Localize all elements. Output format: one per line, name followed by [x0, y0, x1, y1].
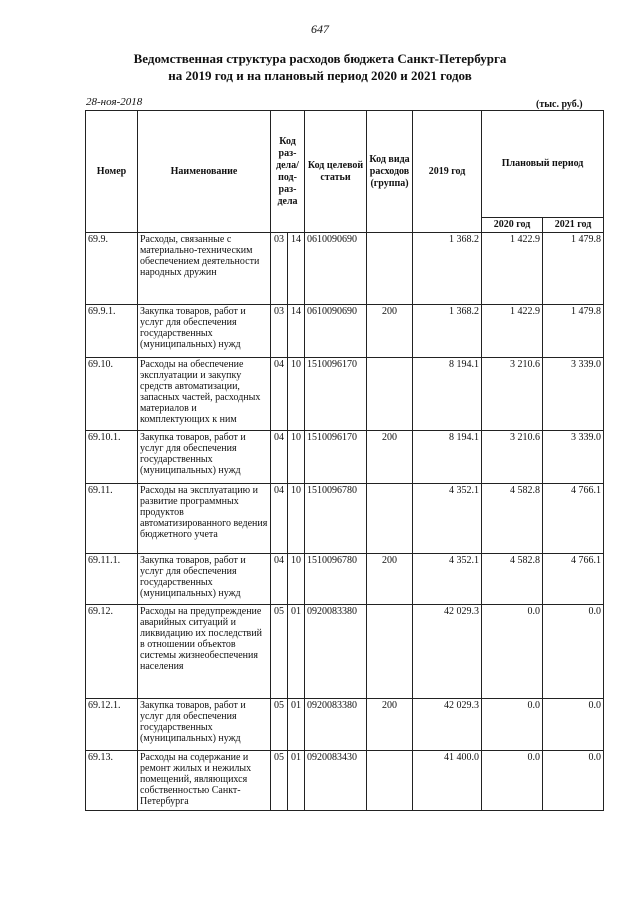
- row-section: 04: [271, 431, 288, 484]
- row-target-code: 1510096170: [305, 431, 367, 484]
- row-2019: 8 194.1: [413, 358, 482, 431]
- title-line-1: Ведомственная структура расходов бюджета Санкт-Петербурга: [133, 51, 507, 66]
- row-section: 05: [271, 605, 288, 699]
- row-section: 05: [271, 699, 288, 751]
- row-expense-code: 200: [367, 554, 413, 605]
- header-2020: 2020 год: [482, 218, 543, 233]
- table-row: [86, 358, 604, 431]
- row-subsection: 10: [288, 358, 305, 431]
- row-expense-code: [367, 484, 413, 554]
- row-subsection: 14: [288, 233, 305, 305]
- header-number: Номер: [86, 111, 138, 233]
- row-2020: 3 210.6: [482, 431, 543, 484]
- row-number: 69.11.1.: [86, 554, 138, 605]
- row-name: Расходы на эксплуатацию и развитие программных продуктов автоматизированного ведения бюджетного учета: [138, 484, 271, 554]
- header-planned: Плановый период: [482, 111, 604, 218]
- row-expense-code: [367, 358, 413, 431]
- row-2020: 1 422.9: [482, 305, 543, 358]
- row-number: 69.11.: [86, 484, 138, 554]
- row-name: Закупка товаров, работ и услуг для обеспечения государственных (муниципальных) нужд: [138, 431, 271, 484]
- table-row: [86, 605, 604, 699]
- row-section: 04: [271, 554, 288, 605]
- title-line-2: на 2019 год и на плановый период 2020 и 2021 годов: [168, 68, 472, 83]
- header-section: Код раз-дела/ под-раз-дела: [271, 111, 305, 233]
- row-name: Расходы на содержание и ремонт жилых и нежилых помещений, являющихся собственностью Санкт-Петербурга: [138, 751, 271, 811]
- row-target-code: 1510096780: [305, 484, 367, 554]
- table-row: [86, 751, 604, 811]
- row-section: 05: [271, 751, 288, 811]
- header-2019: 2019 год: [413, 111, 482, 233]
- row-2021: 0.0: [543, 699, 604, 751]
- row-target-code: 0610090690: [305, 233, 367, 305]
- row-2019: 8 194.1: [413, 431, 482, 484]
- row-subsection: 01: [288, 751, 305, 811]
- row-section: 04: [271, 484, 288, 554]
- row-2021: 3 339.0: [543, 358, 604, 431]
- document-date: 28-ноя-2018: [86, 96, 143, 108]
- row-section: 03: [271, 233, 288, 305]
- row-number: 69.12.1.: [86, 699, 138, 751]
- row-name: Расходы на предупреждение аварийных ситуаций и ликвидацию их последствий в отношении объектов системы жизнеобеспечения населения: [138, 605, 271, 699]
- row-name: Расходы на обеспечение эксплуатации и закупку средств автоматизации, запасных частей, расходных материалов и комплектующих к ним: [138, 358, 271, 431]
- row-2019: 4 352.1: [413, 484, 482, 554]
- row-2019: 1 368.2: [413, 233, 482, 305]
- row-number: 69.9.1.: [86, 305, 138, 358]
- row-2021: 0.0: [543, 751, 604, 811]
- row-subsection: 10: [288, 554, 305, 605]
- row-2019: 41 400.0: [413, 751, 482, 811]
- row-subsection: 01: [288, 699, 305, 751]
- row-2020: 1 422.9: [482, 233, 543, 305]
- row-name: Закупка товаров, работ и услуг для обеспечения государственных (муниципальных) нужд: [138, 554, 271, 605]
- table-row: [86, 431, 604, 484]
- row-2020: 0.0: [482, 699, 543, 751]
- row-expense-code: 200: [367, 431, 413, 484]
- table-row: [86, 233, 604, 305]
- row-name: Расходы, связанные с материально-техническим обеспечением деятельности народных дружин: [138, 233, 271, 305]
- row-number: 69.13.: [86, 751, 138, 811]
- header-expense: Код вида расходов (группа): [367, 111, 413, 233]
- row-target-code: 0920083380: [305, 699, 367, 751]
- budget-table: [85, 110, 604, 811]
- row-2021: 0.0: [543, 605, 604, 699]
- row-subsection: 14: [288, 305, 305, 358]
- row-2021: 1 479.8: [543, 305, 604, 358]
- row-number: 69.12.: [86, 605, 138, 699]
- units-label: (тыс. руб.): [536, 99, 583, 110]
- page-number: 647: [311, 22, 329, 36]
- row-expense-code: 200: [367, 699, 413, 751]
- row-name: Закупка товаров, работ и услуг для обеспечения государственных (муниципальных) нужд: [138, 305, 271, 358]
- row-2021: 4 766.1: [543, 554, 604, 605]
- row-2021: 1 479.8: [543, 233, 604, 305]
- row-number: 69.9.: [86, 233, 138, 305]
- row-expense-code: 200: [367, 305, 413, 358]
- row-number: 69.10.1.: [86, 431, 138, 484]
- table-row: [86, 305, 604, 358]
- row-section: 03: [271, 305, 288, 358]
- row-2021: 3 339.0: [543, 431, 604, 484]
- document-title: [60, 50, 580, 84]
- row-target-code: 1510096780: [305, 554, 367, 605]
- row-expense-code: [367, 605, 413, 699]
- header-name: Наименование: [138, 111, 271, 233]
- row-2020: 4 582.8: [482, 554, 543, 605]
- row-2020: 4 582.8: [482, 484, 543, 554]
- row-subsection: 01: [288, 605, 305, 699]
- row-subsection: 10: [288, 431, 305, 484]
- row-number: 69.10.: [86, 358, 138, 431]
- row-expense-code: [367, 751, 413, 811]
- header-target: Код целевой статьи: [305, 111, 367, 233]
- table-row: [86, 484, 604, 554]
- row-2019: 42 029.3: [413, 605, 482, 699]
- row-2021: 4 766.1: [543, 484, 604, 554]
- row-target-code: 0920083380: [305, 605, 367, 699]
- row-target-code: 1510096170: [305, 358, 367, 431]
- row-target-code: 0920083430: [305, 751, 367, 811]
- row-2020: 0.0: [482, 605, 543, 699]
- header-2021: 2021 год: [543, 218, 604, 233]
- row-subsection: 10: [288, 484, 305, 554]
- row-2020: 0.0: [482, 751, 543, 811]
- table-row: [86, 699, 604, 751]
- row-2019: 42 029.3: [413, 699, 482, 751]
- row-2019: 4 352.1: [413, 554, 482, 605]
- table-row: [86, 554, 604, 605]
- row-expense-code: [367, 233, 413, 305]
- row-2019: 1 368.2: [413, 305, 482, 358]
- row-section: 04: [271, 358, 288, 431]
- table-body: [86, 233, 604, 811]
- row-2020: 3 210.6: [482, 358, 543, 431]
- row-name: Закупка товаров, работ и услуг для обеспечения государственных (муниципальных) нужд: [138, 699, 271, 751]
- row-target-code: 0610090690: [305, 305, 367, 358]
